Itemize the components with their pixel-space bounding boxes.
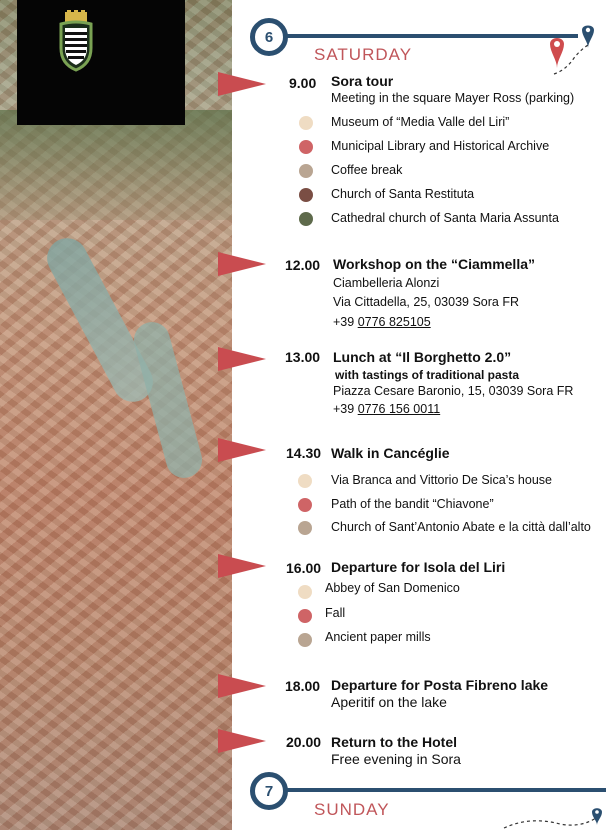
- arrow-flag-icon: [218, 729, 266, 753]
- list-item: Path of the bandit “Chiavone”: [331, 497, 494, 511]
- event-title: Return to the Hotel: [331, 734, 457, 750]
- venue-address: Piazza Cesare Baronio, 15, 03039 Sora FR: [333, 384, 574, 398]
- event-time: 12.00: [285, 257, 321, 273]
- bullet-dot: [299, 164, 313, 178]
- venue-phone: [333, 315, 431, 329]
- event-time: 16.00: [286, 560, 322, 576]
- river-segment: [130, 318, 206, 482]
- list-item: Coffee break: [331, 163, 403, 177]
- list-item: Municipal Library and Historical Archive: [331, 139, 550, 153]
- event-subtitle: Aperitif on the lake: [331, 694, 447, 710]
- arrow-flag-icon: [218, 72, 266, 96]
- event-note: with tastings of traditional pasta: [335, 368, 520, 382]
- event-title: Sora tour: [331, 73, 394, 89]
- venue-name: Ciambelleria Alonzi: [333, 276, 440, 290]
- list-item: Museum of “Media Valle del Liri”: [331, 115, 510, 129]
- list-item: Fall: [325, 606, 346, 620]
- bullet-dot: [298, 521, 312, 535]
- event-time: 18.00: [285, 678, 321, 694]
- day-number-badge: 6: [250, 18, 288, 56]
- bullet-dot: [298, 498, 312, 512]
- phone-prefix: +39: [333, 402, 358, 416]
- event-subtitle: Free evening in Sora: [331, 751, 461, 767]
- logo-box: [17, 0, 185, 125]
- day-label: SATURDAY: [314, 45, 413, 64]
- arrow-flag-icon: [218, 252, 266, 276]
- event-title: Walk in Cancéglie: [331, 445, 450, 461]
- bullet-dot: [298, 474, 312, 488]
- arrow-flag-icon: [218, 347, 266, 371]
- event-time: 13.00: [285, 349, 321, 365]
- bullet-dot: [299, 212, 313, 226]
- list-item: Church of Sant’Antonio Abate e la città dall’alto: [331, 520, 591, 534]
- map-pins-route-icon: [500, 806, 606, 830]
- list-item: Via Branca and Vittorio De Sica’s house: [331, 473, 552, 487]
- event-title: Departure for Posta Fibreno lake: [331, 677, 549, 693]
- bullet-dot: [298, 585, 312, 599]
- list-item: Cathedral church of Santa Maria Assunta: [331, 211, 559, 225]
- city-crest-icon: [55, 10, 97, 72]
- event-title: Lunch at “Il Borghetto 2.0”: [333, 349, 512, 365]
- event-title: Workshop on the “Ciammella”: [333, 256, 535, 272]
- map-pins-route-icon: [536, 22, 602, 82]
- arrow-flag-icon: [218, 438, 266, 462]
- bullet-dot: [298, 633, 312, 647]
- phone-prefix: +39: [333, 315, 358, 329]
- event-title: Departure for Isola del Liri: [331, 559, 506, 575]
- venue-address: Via Cittadella, 25, 03039 Sora FR: [333, 295, 519, 309]
- arrow-flag-icon: [218, 674, 266, 698]
- day-header-line: [286, 34, 578, 38]
- day-header-line: [286, 788, 606, 792]
- event-time: 14.30: [286, 445, 322, 461]
- list-item: Ancient paper mills: [325, 630, 431, 644]
- event-time: 20.00: [286, 734, 322, 750]
- list-item: Church of Santa Restituta: [331, 187, 475, 201]
- venue-phone: [333, 402, 440, 416]
- phone-link[interactable]: 0776 156 0011: [357, 402, 441, 416]
- phone-link[interactable]: 0776 825105: [357, 315, 431, 329]
- bullet-dot: [299, 188, 313, 202]
- day-label: SUNDAY: [314, 800, 390, 819]
- hillside-area: [0, 110, 232, 220]
- river-segment: [40, 231, 160, 409]
- day-number-badge: 7: [250, 772, 288, 810]
- arrow-flag-icon: [218, 554, 266, 578]
- event-subtitle: Meeting in the square Mayer Ross (parking): [331, 91, 575, 105]
- list-item: Abbey of San Domenico: [325, 581, 460, 595]
- bullet-dot: [299, 140, 313, 154]
- event-time: 9.00: [289, 75, 317, 91]
- bullet-dot: [298, 609, 312, 623]
- bullet-dot: [299, 116, 313, 130]
